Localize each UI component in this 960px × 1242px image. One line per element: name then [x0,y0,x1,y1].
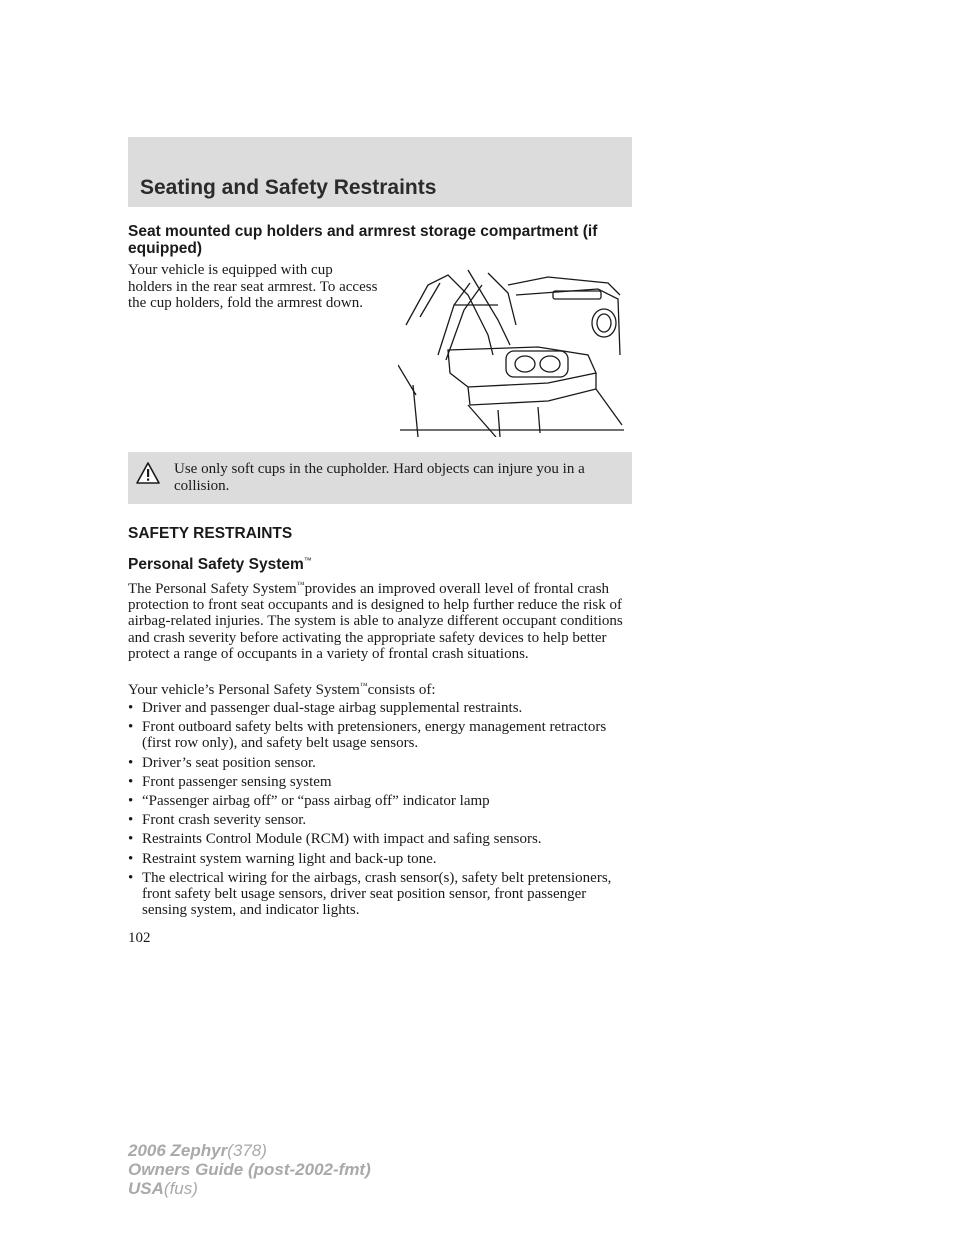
cup-holder-paragraph: Your vehicle is equipped with cup holders in the rear seat armrest. To access the cup holders, fold the armrest down. [128,262,378,311]
warning-text: Use only soft cups in the cupholder. Hard objects can injure you in a collision. [174,461,585,494]
bullet: • [128,700,134,716]
footer-line-3 [128,1179,371,1198]
bullet: • [128,773,134,790]
warning-box [128,452,632,504]
list-item [128,870,634,919]
cup-holder-heading: Seat mounted cup holders and armrest storage compartment (if equipped) [128,223,598,257]
pss-paragraph [128,577,634,662]
armrest-cupholder-illustration [398,265,624,437]
footer-market: USA [128,1179,164,1198]
list-item-text: Restraints Control Module (RCM) with impact and safing sensors. [142,831,542,848]
trademark-mark: ™ [303,556,312,565]
pss-para-start: The Personal Safety System [128,581,297,597]
bullet: • [128,850,134,867]
bullet: • [128,831,134,848]
list-item [128,831,634,847]
trademark-mark: ™ [359,681,368,690]
pss-component-list [128,700,634,921]
list-item [128,719,634,751]
pss-para-rest: provides an improved overall level of frontal crash protection to front seat occupants and is designed to help further reduce the risk of airbag-related injuries. The system is able to analyze different occupant conditions and crash severity before activating the appropriate safety devices to help better protect a range of occupants in a variety of frontal crash situations. [128,581,623,662]
footer-market-code: (fus) [163,1179,198,1198]
bullet: • [128,793,134,810]
list-item-text: The electrical wiring for the airbags, crash sensor(s), safety belt pretensioners, front safety belt usage sensors, driver seat position sensor, front passenger sensing system, and indicator lights. [142,869,612,919]
consists-of-line [128,681,436,699]
page-title: Seating and Safety Restraints [140,176,437,199]
safety-restraints-heading: SAFETY RESTRAINTS [128,525,293,542]
list-item-text: Restraint system warning light and back-up tone. [142,850,437,867]
list-item-text: Front passenger sensing system [142,773,332,790]
footer-line-1 [128,1141,371,1160]
pss-heading-text: Personal Safety System [128,556,304,573]
list-item-text: “Passenger airbag off” or “pass airbag off” indicator lamp [142,793,490,810]
bullet: • [128,869,134,886]
list-item [128,700,634,716]
list-item [128,793,634,809]
footer-model: 2006 Zephyr [128,1141,228,1160]
consists-start: Your vehicle’s Personal Safety System [128,682,360,698]
footer-line-2: Owners Guide (post-2002-fmt) [128,1160,371,1179]
footer-model-code: (378) [227,1141,267,1160]
list-item [128,774,634,790]
document-footer [128,1141,371,1198]
list-item-text: Driver’s seat position sensor. [142,754,316,771]
list-item-text: Front outboard safety belts with pretensioners, energy management retractors (first row only), and safety belt usage sensors. [142,719,607,752]
list-item [128,755,634,771]
list-item-text: Driver and passenger dual-stage airbag supplemental restraints. [142,700,523,716]
list-item [128,851,634,867]
warning-triangle-icon [136,462,160,484]
trademark-mark: ™ [296,580,305,589]
page-number: 102 [128,930,151,946]
bullet: • [128,812,134,829]
personal-safety-system-heading [128,556,312,574]
bullet: • [128,754,134,771]
bullet: • [128,719,134,736]
consists-end: consists of: [367,682,436,698]
list-item [128,812,634,828]
list-item-text: Front crash severity sensor. [142,812,307,829]
